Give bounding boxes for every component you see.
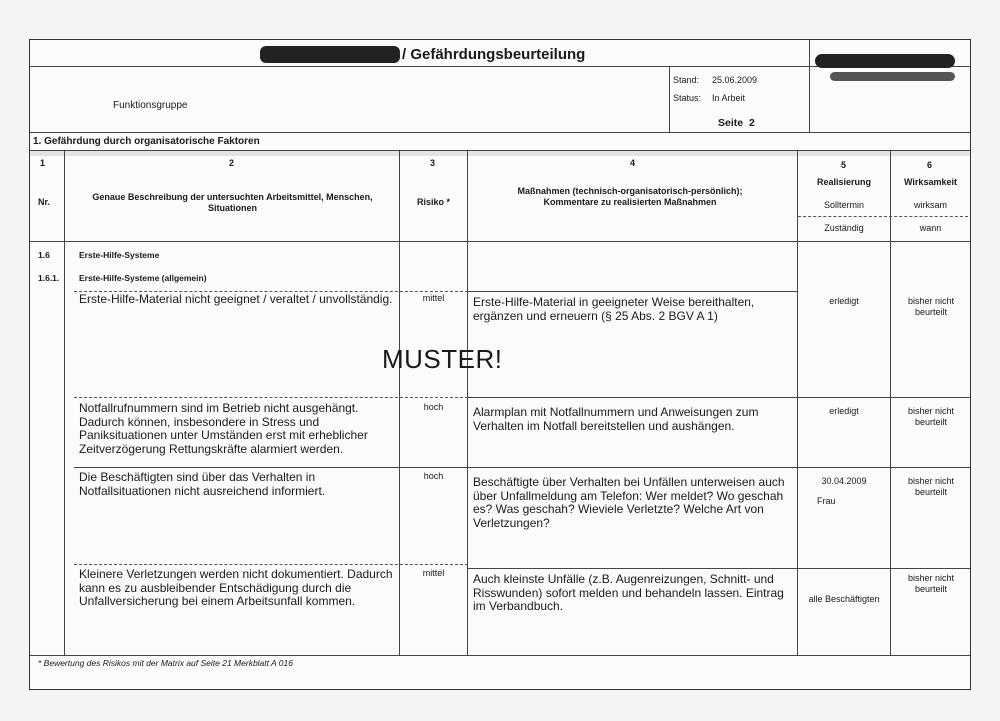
group-label-1: Erste-Hilfe-Systeme (79, 250, 160, 260)
row2-description: Notfallrufnummern sind im Betrieb nicht ausgehängt. Dadurch können, insbesondere in Stress und Paniksituationen unter Umständen erst mit erheblicher Zeitverzögerung Rettungskräfte alarmiert werden. (79, 401, 368, 456)
col-num-3: 3 (430, 158, 436, 168)
page-number: 2 (748, 117, 755, 129)
col-header-realisation: Realisierung (816, 177, 872, 187)
col-header-nr: Nr. (38, 197, 51, 207)
col-header-measures: Maßnahmen (technisch-organisatorisch-persönlich); Kommentare zu realisierten Maßnahmen (517, 186, 743, 207)
col-num-4: 4 (630, 158, 636, 168)
col-sub-when: wann (919, 223, 942, 233)
row4-realisation: alle Beschäftigten (808, 594, 880, 604)
row3-description: Die Beschäftigten sind über das Verhalten in Notfallsituationen nicht ausreichend informiert. (79, 470, 326, 498)
row3-realisation: 30.04.2009 (821, 476, 867, 486)
col-num-2: 2 (229, 158, 235, 168)
col-header-risk: Risiko * (416, 197, 450, 207)
page-label: Seite (718, 117, 744, 129)
function-group-label: Funktionsgruppe (113, 100, 188, 111)
redacted-logo-sub (830, 72, 955, 81)
redacted-logo (815, 54, 955, 68)
status-value: In Arbeit (712, 93, 746, 103)
row4-effect: bisher nicht beurteilt (907, 573, 955, 594)
row3-risk: hoch (423, 471, 444, 481)
row2-realisation: erledigt (829, 406, 859, 416)
page-indicator (718, 117, 755, 129)
col-sub-effective: wirksam (914, 200, 947, 210)
row2-effect: bisher nicht beurteilt (907, 406, 955, 427)
status-label: Status: (673, 93, 702, 103)
row4-description: Kleinere Verletzungen werden nicht dokumentiert. Dadurch kann es zu ausbleibender Entschädigung durch die Unfallversicherung bei einem Arbeitsunfall kommen. (79, 567, 393, 608)
row3-responsible: Frau (817, 496, 836, 506)
section-title: 1. Gefährdung durch organisatorische Faktoren (33, 136, 260, 147)
document-title: / Gefährdungsbeurteilung (402, 46, 586, 63)
col-num-6: 6 (927, 160, 933, 170)
row3-effect: bisher nicht beurteilt (907, 476, 955, 497)
stand-label: Stand: (673, 75, 700, 85)
row1-realisation: erledigt (829, 296, 859, 306)
footnote: * Bewertung des Risikos mit der Matrix auf Seite 21 Merkblatt A 016 (38, 658, 293, 668)
row1-description: Erste-Hilfe-Material nicht geeignet / veraltet / unvollständig. (79, 292, 393, 306)
col-num-1: 1 (40, 158, 46, 168)
row4-risk: mittel (422, 568, 445, 578)
group-label-2: Erste-Hilfe-Systeme (allgemein) (79, 273, 207, 283)
row1-measure: Erste-Hilfe-Material in geeigneter Weise bereithalten, ergänzen und erneuern (§ 25 Abs. 2 BGV A 1) (473, 295, 755, 323)
group-nr-2: 1.6.1. (38, 273, 60, 283)
col-sub-responsible: Zuständig (824, 223, 864, 233)
col-num-5: 5 (841, 160, 847, 170)
redacted-company-name (260, 46, 400, 63)
col-sub-target-date: Solltermin (823, 200, 864, 210)
row2-risk: hoch (423, 402, 444, 412)
col-header-description: Genaue Beschreibung der untersuchten Arbeitsmittel, Menschen, Situationen (92, 192, 373, 213)
group-nr-1: 1.6 (38, 250, 50, 260)
sample-watermark: MUSTER! (382, 344, 503, 374)
row2-measure: Alarmplan mit Notfallnummern und Anweisungen zum Verhalten im Notfall bereitstellen und aushängen. (473, 405, 759, 433)
row1-effect: bisher nicht beurteilt (907, 296, 955, 317)
document-sheet (29, 39, 971, 690)
col-header-effect: Wirksamkeit (904, 177, 957, 187)
stand-value: 25.06.2009 (712, 75, 758, 85)
row3-measure: Beschäftigte über Verhalten bei Unfällen unterweisen auch über Unfallmeldung am Telefon: Wer meldet? Wo geschah es? Was geschah? Wieviele Verletzte? Welche Art von Verletzungen? (473, 475, 785, 530)
row4-measure: Auch kleinste Unfälle (z.B. Augenreizungen, Schnitt- und Risswunden) sofort melden und behandeln lassen. Eintrag im Verbandbuch. (473, 572, 784, 613)
row1-risk: mittel (422, 293, 445, 303)
